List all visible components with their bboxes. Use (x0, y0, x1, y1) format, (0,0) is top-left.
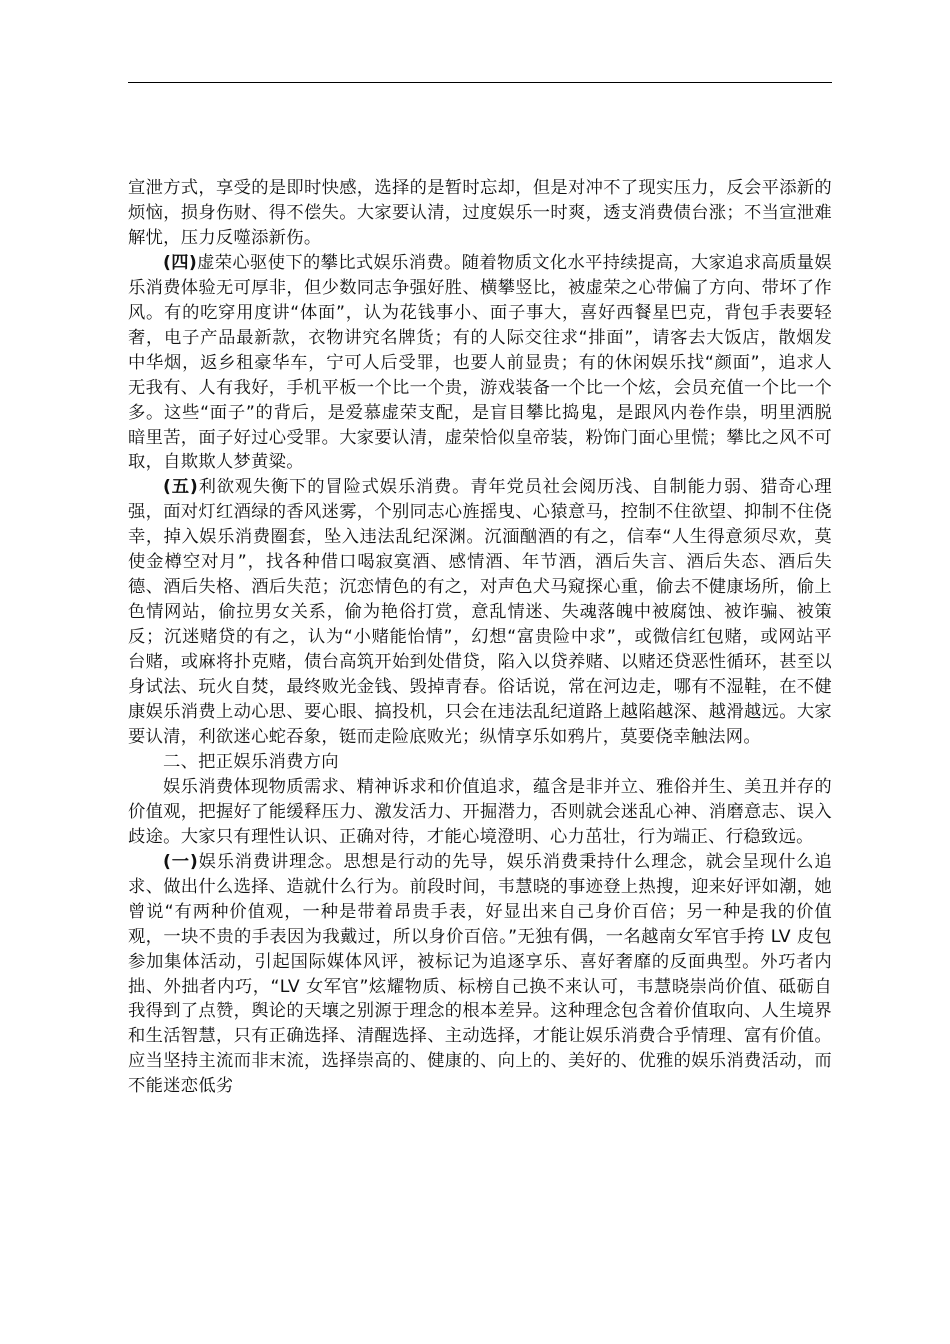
body-text (128, 176, 832, 1099)
paragraph-text: 娱乐消费体现物质需求、精神诉求和价值追求，蕴含是非并立、雅俗并生、美丑并存的价值观，把握好了能缓释压力、激发活力、开掘潜力，否则就会迷乱心神、消磨意志、误入歧途。大家只有理性认识、正确对待，才能心境澄明、心力茁壮，行为端正、行稳致远。 (128, 776, 832, 847)
section-number: (一) (163, 851, 199, 872)
paragraph-text: 娱乐消费讲理念。思想是行动的先导，娱乐消费秉持什么理念，就会呈现什么追求、做出什么选择、造就什么行为。前段时间，韦慧晓的事迹登上热搜，迎来好评如潮，她曾说“有两种价值观，一种是带着昂贵手表，好显出来自己身价百倍；另一种是我的价值观，一块不贵的手表因为我戴过，所以身价百倍。”无独有偶，一名越南女军官手挎 LV 皮包参加集体活动，引起国际媒体风评，被标记为追逐享乐、喜好奢靡的反面典型。外巧者内拙、外拙者内巧，“LV 女军官”炫耀物质、标榜自己换不来认可，韦慧晓崇尚价值、砥砺自我得到了点赞，舆论的天壤之别源于理念的根本差异。这种理念包含着价值取向、人生境界和生活智慧，只有正确选择、清醒选择、主动选择，才能让娱乐消费合乎情理、富有价值。应当坚持主流而非末流，选择崇高的、健康的、向上的、美好的、优雅的娱乐消费活动，而不能迷恋低劣 (128, 851, 832, 1097)
header-rule (128, 82, 832, 83)
paragraph-text: 宣泄方式，享受的是即时快感，选择的是暂时忘却，但是对冲不了现实压力，反会平添新的烦恼，损身伤财、得不偿失。大家要认清，过度娱乐一时爽，透支消费债台涨；不当宣泄难解忧，压力反噬添新伤。 (128, 178, 832, 248)
section-number: (五) (163, 477, 199, 498)
section-heading (128, 750, 832, 775)
paragraph-continuation (128, 176, 832, 251)
paragraph-section-4 (128, 251, 832, 476)
paragraph-intro (128, 775, 832, 850)
paragraph-text: 利欲观失衡下的冒险式娱乐消费。青年党员社会阅历浅、自制能力弱、猎奇心理强，面对灯红酒绿的香风迷雾，个别同志心旌摇曳、心猿意马，控制不住欲望、抑制不住侥幸，掉入娱乐消费圈套，坠入违法乱纪深渊。沉湎酗酒的有之，信奉“人生得意须尽欢，莫使金樽空对月”，找各种借口喝寂寞酒、感情酒、年节酒，酒后失言、酒后失态、酒后失德、酒后失格、酒后失范；沉恋情色的有之，对声色犬马窥探心重，偷去不健康场所，偷上色情网站，偷拉男女关系，偷为艳俗打赏，意乱情迷、失魂落魄中被腐蚀、被诈骗、被策反；沉迷赌贷的有之，认为“小赌能怡情”，幻想“富贵险中求”，或微信红包赌，或网站平台赌，或麻将扑克赌，债台高筑开始到处借贷，陷入以贷养赌、以赌还贷恶性循环，甚至以身试法、玩火自焚，最终败光金钱、毁掉青春。俗话说，常在河边走，哪有不湿鞋，在不健康娱乐消费上动心思、要心眼、搞投机，只会在违法乱纪道路上越陷越深、越滑越远。大家要认清，利欲迷心蛇吞象，铤而走险底败光；纵情享乐如鸦片，莫要侥幸触法网。 (128, 477, 832, 747)
heading-text: 二、把正娱乐消费方向 (163, 751, 339, 772)
paragraph-text: 虚荣心驱使下的攀比式娱乐消费。随着物质文化水平持续提高，大家追求高质量娱乐消费体验无可厚非，但少数同志争强好胜、横攀竖比，被虚荣之心带偏了方向、带坏了作风。有的吃穿用度讲“体面”，认为花钱事小、面子事大，喜好西餐星巴克，背包手表要轻奢，电子产品最新款，衣物讲究名牌货；有的人际交往求“排面”，请客去大饭店，散烟发中华烟，返乡租豪华车，宁可人后受罪，也要人前显贵；有的休闲娱乐找“颜面”，追求人无我有、人有我好，手机平板一个比一个贵，游戏装备一个比一个炫，会员充值一个比一个多。这些“面子”的背后，是爱慕虚荣支配，是盲目攀比捣鬼，是跟风内卷作祟，明里洒脱暗里苦，面子好过心受罪。大家要认清，虚荣恰似皇帝装，粉饰门面心里慌；攀比之风不可取，自欺欺人梦黄粱。 (128, 252, 832, 473)
section-number: (四) (163, 252, 198, 273)
paragraph-section-5 (128, 475, 832, 749)
paragraph-subsection-1 (128, 850, 832, 1100)
